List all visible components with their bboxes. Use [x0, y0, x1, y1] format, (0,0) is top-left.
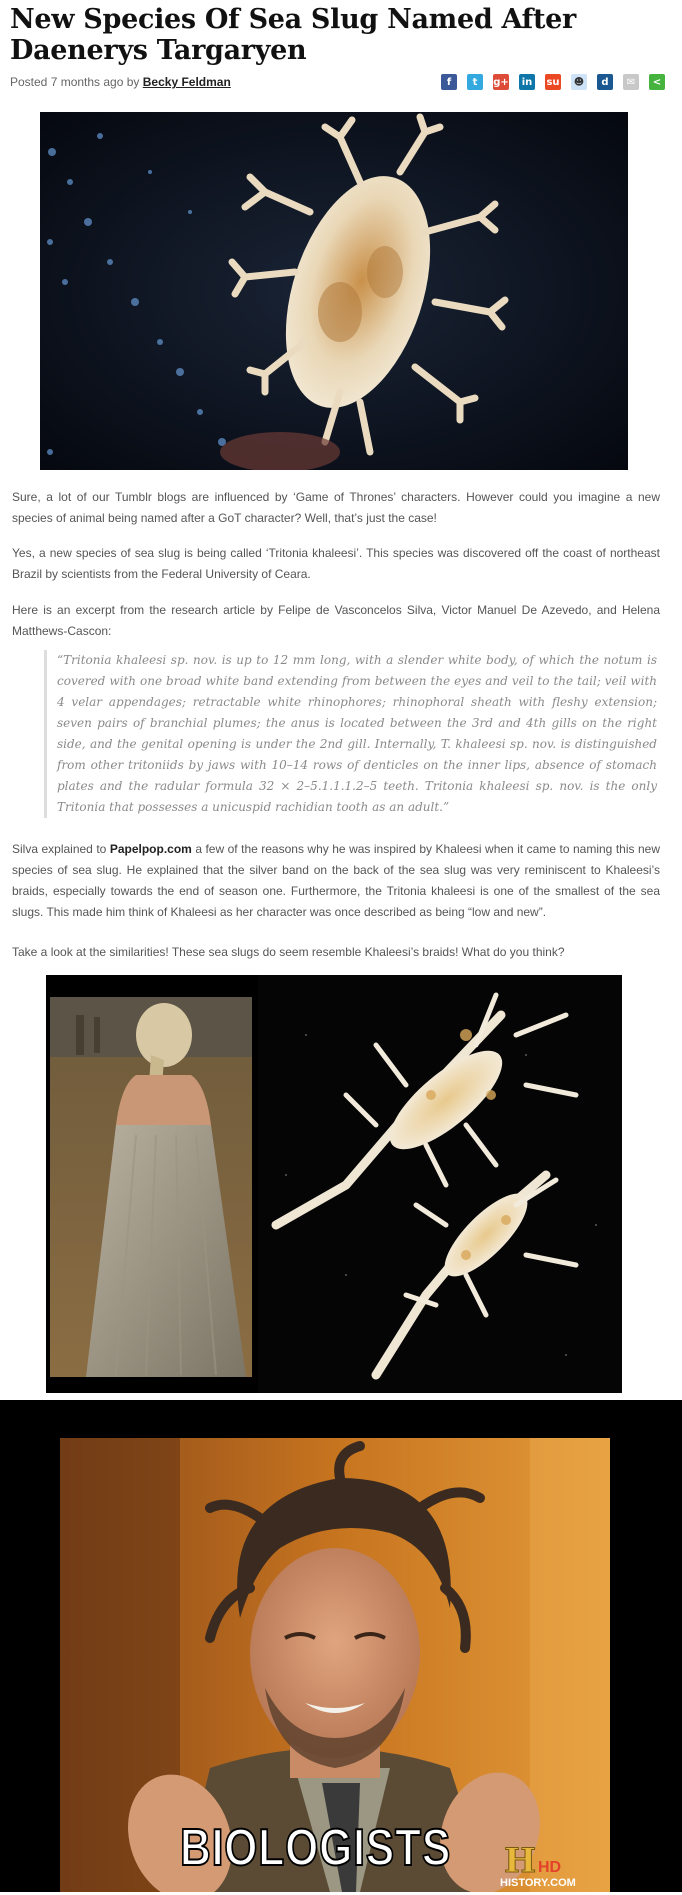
paragraph-5: Take a look at the similarities! These sea slugs do seem resemble Khaleesi’s braids! What do you think?: [12, 945, 565, 959]
papelpop-link[interactable]: Papelpop.com: [109, 842, 192, 856]
paragraph-2: Yes, a new species of sea slug is being called ‘Tritonia khaleesi’. This species was discovered off the coast of northeast Brazil by scientists from the Federal University of Ceara.: [12, 546, 660, 581]
post-meta: [10, 75, 231, 89]
paragraph-1: Sure, a lot of our Tumblr blogs are influenced by ‘Game of Thrones’ characters. However could you imagine a new species of animal being named after a GoT character? Well, that’s just the case!: [12, 490, 660, 525]
history-logo-hd: HD: [538, 1859, 562, 1876]
paragraph-4-post: a few of the reasons why he was inspired by Khaleesi when it came to naming this new species of sea slug. He explained that the silver band on the back of the sea slug was very reminiscent to Khaleesi’s braids, especially towards the end of season one. Furthermore, the Tritonia khaleesi is one of the smallest of the sea slugs. This made him think of Khaleesi as her character was once described as being “low and new”.: [12, 842, 660, 919]
paragraph-3: Here is an excerpt from the research article by Felipe de Vasconcelos Silva, Victor Manuel De Azevedo, and Helena Matthews-Cascon:: [12, 603, 660, 638]
email-icon[interactable]: ✉: [623, 74, 639, 90]
googleplus-icon[interactable]: g+: [493, 74, 509, 90]
digg-icon[interactable]: d: [597, 74, 613, 90]
research-excerpt-quote: “Tritonia khaleesi sp. nov. is up to 12 mm long, with a slender white body, of which the notum is covered with one broad white band extending from between the eyes and veil to the tail; veil with 4 velar appendages; retractable white rhinophores; rhinophoral sheath with fleshy extension; seven pairs of branchial plumes; the anus is located between the 3rd and 4th gills on the right side, and the genital opening is under the 2nd gill. Internally, T. khaleesi sp. nov. is distinguished from other tritoniids by jaws with 10–14 rows of denticles on the inner lips, absence of stomach plates and the radular formula 32 × 2–5.1.1.1.2–5 teeth. Tritonia khaleesi sp. nov. is the only Tritonia that possesses a unicuspid rachidian tooth as an adult.”: [44, 650, 657, 818]
facebook-icon[interactable]: f: [441, 74, 457, 90]
history-logo: [498, 1842, 590, 1890]
hero-sea-slug-image: [40, 112, 628, 470]
paragraph-4-pre: Silva explained to: [12, 842, 110, 856]
author-link[interactable]: Becky Feldman: [142, 75, 231, 89]
reddit-icon[interactable]: ☻: [571, 74, 587, 90]
twitter-icon[interactable]: t: [467, 74, 483, 90]
linkedin-icon[interactable]: in: [519, 74, 535, 90]
share-bar: [441, 74, 665, 90]
history-logo-text: HISTORY.COM: [500, 1877, 576, 1889]
history-logo-letter: H: [504, 1842, 537, 1881]
share-icon[interactable]: <: [649, 74, 665, 90]
paragraph-4: [12, 839, 660, 923]
meme-caption: BIOLOGISTS: [180, 1819, 452, 1877]
post-date: Posted 7 months ago by: [10, 75, 143, 89]
comparison-image: [46, 975, 622, 1393]
article-title: New Species Of Sea Slug Named After Daenerys Targaryen: [10, 4, 576, 66]
stumbleupon-icon[interactable]: su: [545, 74, 561, 90]
